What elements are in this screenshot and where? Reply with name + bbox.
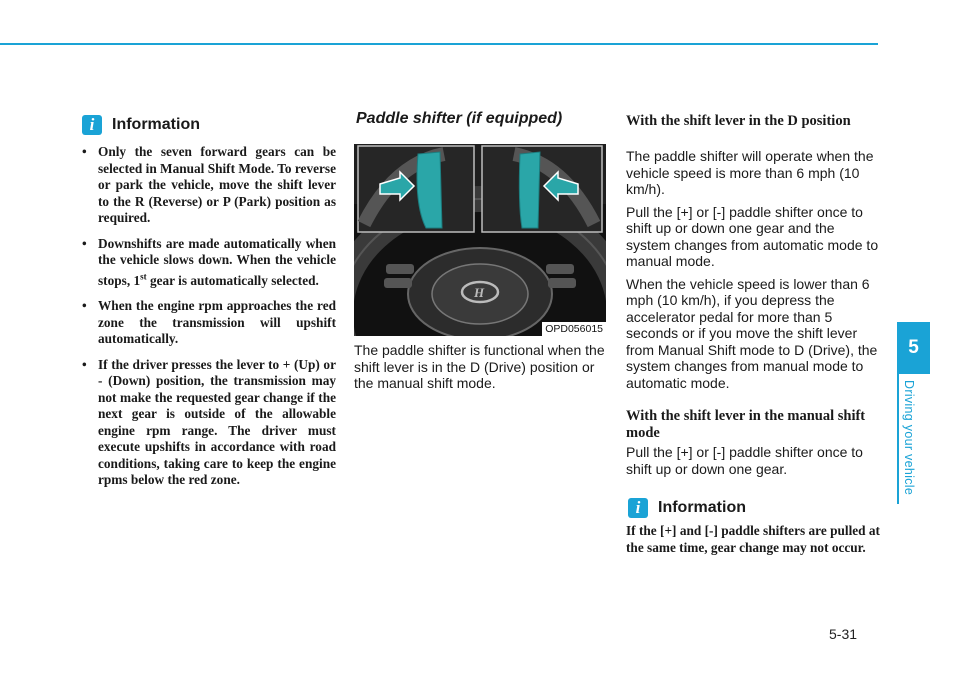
paragraph: The paddle shifter will operate when the vehicle speed is more than 6 mph (10 km/h). (626, 148, 874, 197)
chapter-number: 5 (908, 337, 919, 358)
svg-text:H: H (474, 285, 485, 300)
section-title: Paddle shifter (if equipped) (356, 110, 563, 127)
paragraph: When the vehicle speed is lower than 6 mph (10 km/h), if you depress the accelerator pedal for more than 5 seconds or if you move the shift lever from Manual Shift mode to D (Drive), the system changes from manual mode to automatic mode. (626, 275, 878, 391)
subheading-manual-mode: With the shift lever in the manual shift mode (626, 408, 866, 441)
info-heading-2 (628, 498, 746, 518)
info-icon: i (82, 115, 102, 135)
chapter-title: Driving your vehicle (902, 380, 916, 496)
header-rule (0, 43, 878, 45)
info-note: If the [+] and [-] paddle shifters are pulled at the same time, gear change may not occur. (626, 523, 880, 555)
manual-mode-text (626, 444, 880, 483)
chapter-tab (897, 322, 930, 374)
subheading-d-position: With the shift lever in the D position (626, 113, 851, 129)
steering-wheel-illustration (354, 144, 606, 336)
info-label: Information (112, 116, 200, 133)
info-label: Information (658, 499, 746, 516)
bullet-item: • When the engine rpm approaches the red zone the transmission will upshift automatically. (80, 298, 336, 348)
bullet-item: • Only the seven forward gears can be selected in Manual Shift Mode. To reverse or park the vehicle, move the shift lever to the R (Reverse) or P (Park) position as required. (80, 144, 336, 227)
d-position-text (626, 148, 880, 397)
info-heading (82, 115, 200, 135)
bullet-item: • Downshifts are made automatically when the vehicle slows down. When the vehicle stops, 1st gear is automatically selected. (80, 236, 336, 290)
figure-code: OPD056015 (542, 322, 606, 336)
paragraph: The paddle shifter is functional when the shift lever is in the D (Drive) position or the manual shift mode. (354, 342, 605, 391)
info-bullets (80, 144, 336, 498)
paragraph: Pull the [+] or [-] paddle shifter once to shift up or down one gear. (626, 444, 863, 477)
page-number: 5-31 (829, 626, 858, 642)
info-icon: i (628, 498, 648, 518)
bullet-item: • If the driver presses the lever to + (Up) or - (Down) position, the transmission may not make the requested gear change if the next gear is outside of the allowable engine rpm range. The driver must execute upshifts in accordance with road conditions, taking care to keep the engine rpms below the red zone. (80, 357, 336, 489)
paragraph: Pull the [+] or [-] paddle shifter once to shift up or down one gear and the system changes from automatic mode to manual mode. (626, 203, 879, 269)
paddle-shifter-figure (354, 144, 606, 336)
paddle-shifter-description (354, 342, 606, 398)
